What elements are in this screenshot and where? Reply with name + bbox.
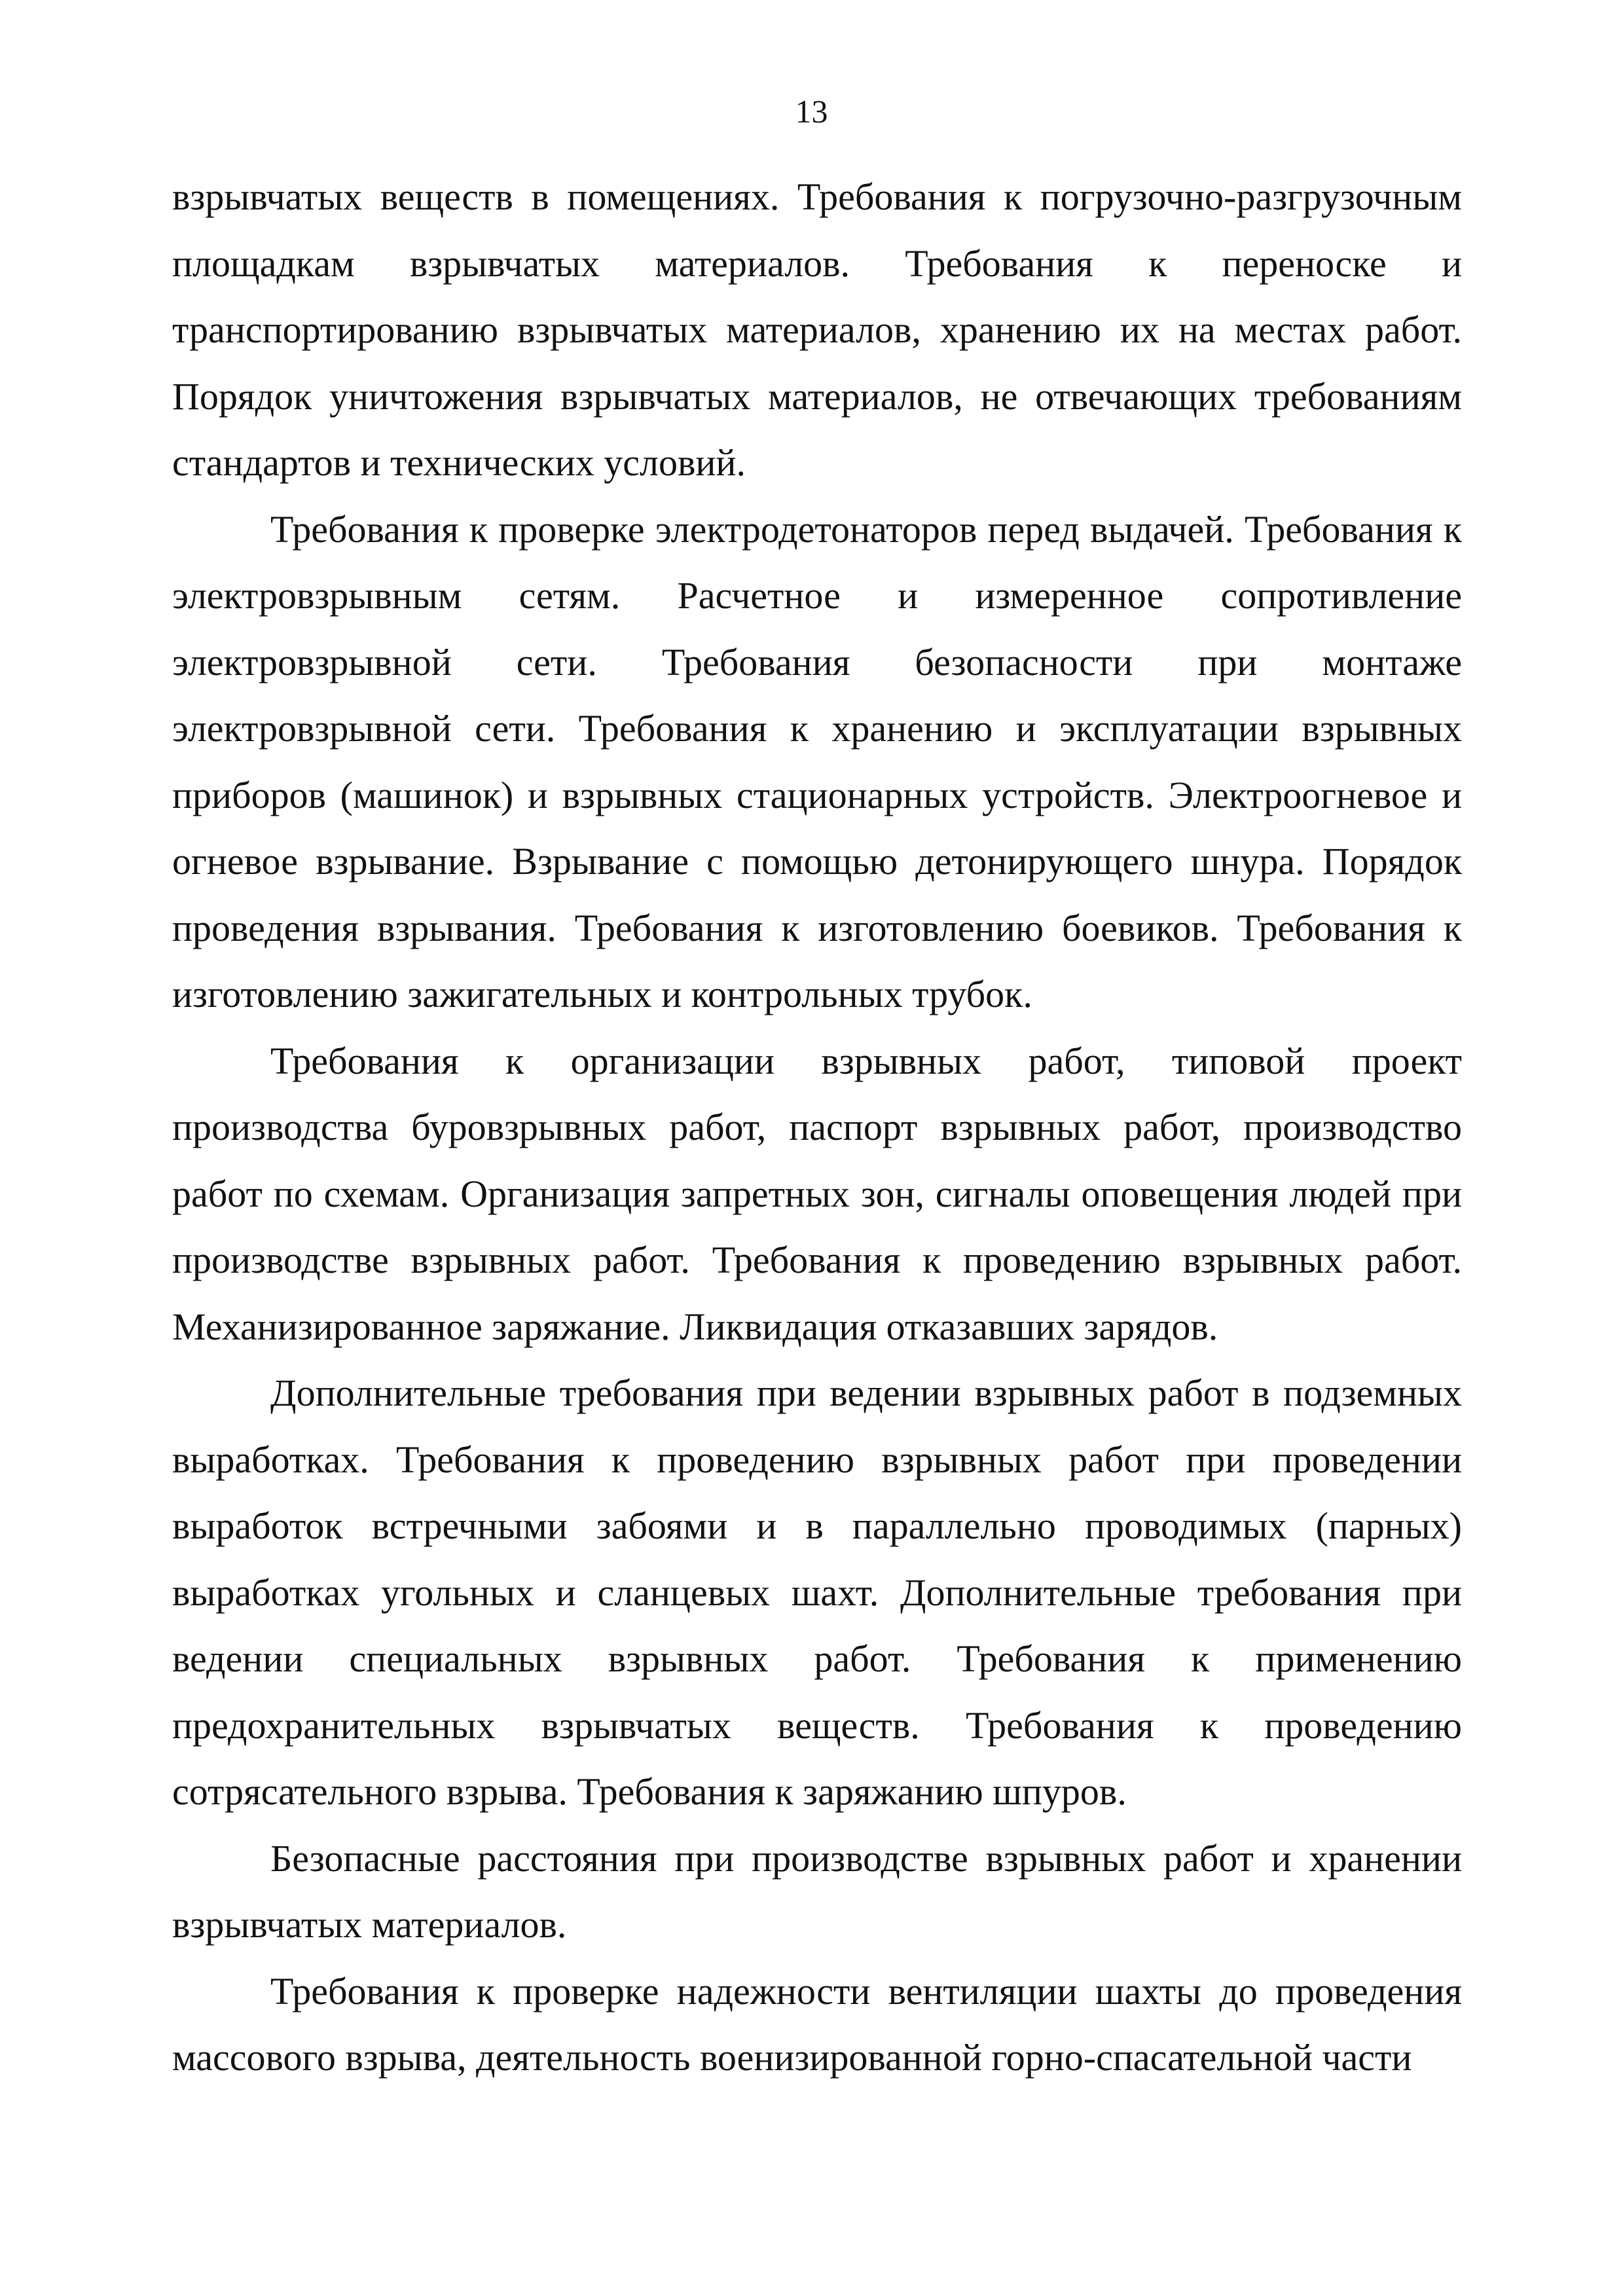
paragraph-3: Требования к организации взрывных работ, типовой проект производства буровзрывных работ, паспорт взрывных работ, производство работ по схемам. Организация запретных зон, сигналы оповещения людей при производстве взрывных работ. Требования к проведению взрывных работ. Механизированное заряжание. Ликвидация отказавших зарядов. <box>172 1039 1462 1348</box>
document-body <box>172 164 1462 2091</box>
page-number: 13 <box>795 93 828 130</box>
paragraph-6: Требования к проверке надежности вентиляции шахты до проведения массового взрыва, деятельность военизированной горно-спасательной части <box>172 1969 1462 2079</box>
paragraph-4: Дополнительные требования при ведении взрывных работ в подземных выработках. Требования к проведению взрывных работ при проведении выработок встречными забоями и в параллельно проводимых (парных) выработках угольных и сланцевых шахт. Дополнительные требования при ведении специальных взрывных работ. Требования к применению предохранительных взрывчатых веществ. Требования к проведению сотрясательного взрыва. Требования к заряжанию шпуров. <box>172 1372 1462 1813</box>
paragraph-5: Безопасные расстояния при производстве взрывных работ и хранении взрывчатых материалов. <box>172 1836 1462 1946</box>
paragraph-2: Требования к проверке электродетонаторов перед выдачей. Требования к электровзрывным сетям. Расчетное и измеренное сопротивление электровзрывной сети. Требования безопасности при монтаже электровзрывной сети. Требования к хранению и эксплуатации взрывных приборов (машинок) и взрывных стационарных устройств. Электроогневое и огневое взрывание. Взрывание с помощью детонирующего шнура. Порядок проведения взрывания. Требования к изготовлению боевиков. Требования к изготовлению зажигательных и контрольных трубок. <box>172 507 1462 1015</box>
paragraph-1: взрывчатых веществ в помещениях. Требования к погрузочно-разгрузочным площадкам взрывчатых материалов. Требования к переноске и транспортированию взрывчатых материалов, хранению их на местах работ. Порядок уничтожения взрывчатых материалов, не отвечающих требованиям стандартов и технических условий. <box>172 175 1462 484</box>
